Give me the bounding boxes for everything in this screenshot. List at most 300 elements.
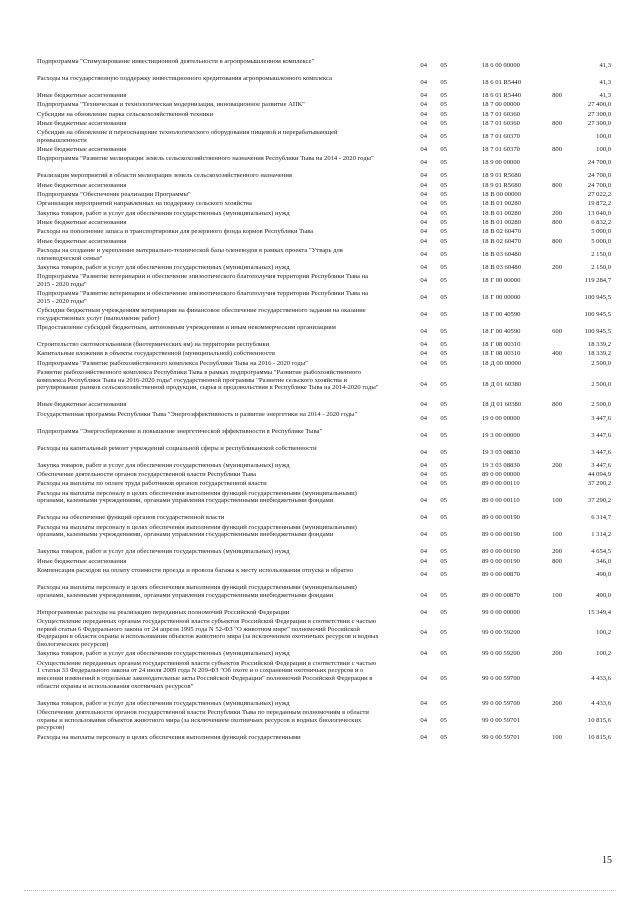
amount: 4 433,6: [591, 699, 611, 707]
target-article-code: 18 6 01 R5440: [482, 92, 522, 99]
row-description: Государственная программа Республики Тыва "Энергоэффективность и развитие энергетики на 2014 - 2020 годы": [37, 410, 358, 418]
section-code: 04: [420, 591, 427, 599]
amount: 4 654,5: [591, 548, 611, 556]
expense-type-code: 800: [552, 92, 562, 99]
target-article-code: 89 0 00 00190: [482, 548, 520, 556]
amount: 24 700,0: [587, 172, 611, 180]
section-code: 04: [420, 480, 427, 488]
row-description: Закупка товаров, работ и услуг для обеспечения государственных (муниципальных) нужд: [37, 461, 290, 469]
row-description: Реализация мероприятий в области мелиорации земель сельскохозяйственного назначения: [37, 172, 292, 180]
target-article-code: 89 0 00 00190: [482, 531, 520, 539]
section-code: 04: [420, 699, 427, 707]
subsection-code: 05: [440, 431, 447, 439]
amount: 27 300,0: [587, 119, 611, 127]
table-row: [37, 264, 612, 273]
target-article-code: 18 Г 08 00310: [482, 350, 521, 358]
amount: 10 815,6: [587, 733, 611, 741]
amount: 18 339,2: [587, 341, 611, 349]
row-description: Расходы на капитальный ремонт учреждений социальной сферы и республиканской собственности: [37, 444, 317, 452]
section-code: 04: [420, 350, 427, 358]
section-code: 04: [420, 733, 427, 741]
amount: 1 314,2: [591, 531, 611, 539]
row-description: Подпрограмма "Стимулирование инвестиционной деятельности в агропромышленном комплексе": [37, 58, 315, 65]
section-code: 04: [420, 359, 427, 367]
table-row: [37, 219, 612, 228]
table-row: [37, 200, 612, 209]
row-description: Обеспечение деятельности органов государственной власти Республики Тыва: [37, 471, 257, 479]
section-code: 04: [420, 414, 427, 422]
section-code: 04: [420, 101, 427, 109]
section-code: 04: [420, 461, 427, 469]
section-code: 04: [420, 146, 427, 154]
subsection-code: 05: [440, 650, 447, 658]
table-row: [37, 411, 612, 428]
amount: 3 447,6: [591, 461, 611, 469]
subsection-code: 05: [440, 250, 447, 258]
section-code: 04: [420, 716, 427, 724]
row-description: Расходы на выплаты персоналу в целях обеспечения выполнения функций государственными (муниципальными) органами, казенными учреждениями, органами управления государственными внебюджетными фондами: [37, 489, 357, 505]
target-article-code: 19 0 00 00000: [482, 414, 520, 422]
table-row: [37, 445, 612, 462]
expense-type-code: 800: [552, 119, 562, 127]
page-bottom-edge: [24, 890, 616, 892]
target-article-code: 18 7 00 00000: [482, 101, 520, 109]
row-description: Расходы на пополнение запаса и транспортировки для резервного фонда кормов Республики Тыва: [37, 228, 314, 236]
row-description: Закупка товаров, работ и услуг для обеспечения государственных (муниципальных) нужд: [37, 263, 290, 271]
row-description: Расходы на выплаты персоналу в целях обеспечения выполнения функций государственными (муниципальными) органами, казенными учреждениями, органами управления государственными внебюджетными фондами: [37, 523, 357, 539]
subsection-code: 05: [440, 133, 447, 141]
target-article-code: 99 0 00 59700: [482, 699, 520, 707]
row-description: Компенсация расходов на оплату стоимости проезда и провоза багажа к месту использования отпуска и обратно: [37, 566, 354, 574]
section-code: 04: [420, 311, 427, 318]
section-code: 04: [420, 471, 427, 479]
amount: 27 022,2: [587, 191, 611, 199]
section-code: 04: [420, 277, 427, 284]
row-description: Подпрограмма "Техническая и технологическая модернизация, инновационное развитие АПК": [37, 101, 305, 109]
target-article-code: 89 0 00 00110: [482, 497, 520, 505]
target-article-code: 19 3 00 00000: [482, 431, 520, 439]
amount: 100,0: [596, 133, 611, 141]
table-row: [37, 307, 612, 324]
amount: 6 314,7: [591, 514, 611, 522]
subsection-code: 05: [440, 237, 447, 245]
target-article-code: 18 В 03 60480: [482, 263, 522, 271]
row-description: Капитальные вложения в объекты государственной (муниципальной) собственности: [37, 350, 275, 358]
amount: 2 500,0: [591, 401, 611, 409]
amount: 24 700,0: [587, 159, 611, 167]
row-description: Осуществление переданных органам государственной власти субъектов Российской Федерации в соответствии с частью первой статьи 6 Федерального закона от 24 апреля 1995 года N 52-ФЗ "О животном мире" полномочий Российской Федерации в области охраны и использования объектов животного мира (за исключением охотничьих ресурсов и водных биологических ресурсов): [37, 617, 379, 648]
row-description: Расходы на государственную поддержку инвестиционного кредитования агропромышленного комплекса: [37, 75, 332, 82]
expense-type-code: 200: [552, 650, 562, 658]
expense-type-code: 800: [552, 237, 562, 245]
row-description: Иные бюджетные ассигнования: [37, 119, 127, 127]
amount: 41,3: [599, 78, 611, 86]
table-row: [37, 548, 612, 557]
amount: 24 700,0: [587, 181, 611, 189]
subsection-code: 05: [440, 110, 447, 118]
row-description: Субсидии на обновление и переоснащение технологического оборудования пищевой и перерабатывающей промышленности: [37, 129, 338, 144]
section-code: 04: [420, 159, 427, 167]
table-row: [37, 369, 612, 401]
section-code: 04: [420, 228, 427, 236]
section-code: 04: [420, 448, 427, 456]
subsection-code: 05: [440, 591, 447, 599]
row-description: Закупка товаров, работ и услуг для обеспечения государственных (муниципальных) нужд: [37, 209, 290, 217]
table-row: [37, 709, 612, 734]
amount: 10 815,6: [587, 716, 611, 724]
subsection-code: 05: [440, 629, 447, 637]
table-row: [37, 273, 612, 290]
expense-type-code: 200: [552, 209, 562, 217]
expense-type-code: 800: [552, 401, 562, 409]
subsection-code: 05: [440, 119, 447, 127]
section-code: 04: [420, 650, 427, 658]
amount: 6 832,2: [591, 218, 611, 226]
row-description: Субсидии бюджетным учреждениям ветеринарии на финансовое обеспечение государственного задания на оказание государственных услуг (выполнение работ): [37, 307, 366, 322]
row-description: Подпрограмма "Обеспечение реализации Программы": [37, 191, 191, 199]
expense-type-code: 200: [552, 548, 562, 556]
table-row: [37, 92, 612, 101]
target-article-code: 18 9 00 00000: [482, 159, 520, 167]
subsection-code: 05: [440, 92, 447, 99]
amount: 100 945,5: [584, 294, 611, 301]
amount: 490,0: [596, 570, 611, 578]
target-article-code: 18 9 01 R5680: [482, 181, 522, 189]
row-description: Обеспечение деятельности органов государственной власти Республики Тыва по переданным полномочиям в области охраны и использования объектов животного мира (за исключением охотничьих ресурсов и водных биологических ресурсов): [37, 708, 369, 732]
row-description: Закупка товаров, работ и услуг для обеспечения государственных (муниципальных) нужд: [37, 699, 290, 707]
section-code: 04: [420, 431, 427, 439]
row-description: Подпрограмма "Энергосбережение и повышение энергетической эффективности в Республике Тыва": [37, 427, 323, 435]
amount: 18 339,2: [587, 350, 611, 358]
subsection-code: 05: [440, 228, 447, 236]
amount: 100,2: [596, 629, 611, 637]
target-article-code: 99 0 00 00000: [482, 608, 520, 616]
subsection-code: 05: [440, 497, 447, 505]
row-description: Подпрограмма "Развитие мелиорации земель сельскохозяйственного назначения Республики Тыва на 2014 - 2020 годы": [37, 155, 374, 163]
subsection-code: 05: [440, 172, 447, 180]
row-description: Предоставление субсидий бюджетным, автономным учреждениям и иным некоммерческим организациям: [37, 324, 336, 332]
subsection-code: 05: [440, 209, 447, 217]
row-description: Осуществление переданных органам государственной власти субъектов Российской Федерации в соответствии с частью 1 статьи 33 Федерального закона от 24 июля 2009 года N 209-ФЗ "Об охоте и о сохранении охотничьих ресурсов и о внесении изменений в отдельные законодательные акты Российской Федерации" полномочий Российской Федерации в области охраны и использования охотничьих ресурсов": [37, 659, 377, 690]
section-code: 04: [420, 531, 427, 539]
amount: 15 349,4: [587, 608, 611, 616]
amount: 27 300,0: [587, 110, 611, 118]
row-description: Расходы на выплаты персоналу в целях обеспечения выполнения функций государственными: [37, 733, 301, 741]
subsection-code: 05: [440, 471, 447, 479]
row-description: Строительство скотомогильников (биотермических ям) на территории республики: [37, 341, 270, 349]
expense-type-code: 100: [552, 591, 562, 599]
target-article-code: 89 0 00 00110: [482, 480, 520, 488]
row-description: Подпрограмма "Развитие ветеринарии и обеспечение эпизоотического благополучия территории Республики Тыва на 2015 - 2020 годы": [37, 290, 369, 305]
subsection-code: 05: [440, 294, 447, 301]
expense-type-code: 600: [552, 328, 562, 335]
subsection-code: 05: [440, 401, 447, 409]
table-row: [37, 660, 612, 700]
expense-type-code: 200: [552, 461, 562, 469]
section-code: 04: [420, 570, 427, 578]
row-description: Иные бюджетные ассигнования: [37, 181, 127, 189]
table-row: [37, 584, 612, 609]
target-article-code: 18 В 01 00280: [482, 218, 522, 226]
row-description: Расходы на выплаты по оплате труда работников органов государственной власти: [37, 480, 267, 488]
section-code: 04: [420, 61, 427, 69]
amount: 100,0: [596, 146, 611, 154]
section-code: 04: [420, 92, 427, 99]
table-row: [37, 120, 612, 129]
page-number: 15: [602, 855, 612, 866]
subsection-code: 05: [440, 414, 447, 422]
row-description: Иные бюджетные ассигнования: [37, 401, 127, 409]
table-row: [37, 558, 612, 567]
target-article-code: 99 0 00 59701: [482, 716, 520, 724]
subsection-code: 05: [440, 159, 447, 167]
expense-type-code: 800: [552, 146, 562, 154]
amount: 27 400,0: [587, 101, 611, 109]
amount: 490,0: [596, 591, 611, 599]
target-article-code: 89 0 00 00870: [482, 570, 520, 578]
row-description: Подпрограмма "Развитие рыбохозяйственного комплекса Республики Тыва на 2016 - 2020 годы": [37, 359, 308, 367]
table-row: [37, 290, 612, 307]
table-row: [37, 172, 612, 181]
target-article-code: 18 Г 08 00310: [482, 341, 521, 349]
target-article-code: 18 7 01 60360: [482, 119, 520, 127]
target-article-code: 89 0 00 00190: [482, 557, 520, 565]
subsection-code: 05: [440, 733, 447, 741]
section-code: 04: [420, 181, 427, 189]
section-code: 04: [420, 497, 427, 505]
subsection-code: 05: [440, 200, 447, 208]
section-code: 04: [420, 514, 427, 522]
subsection-code: 05: [440, 699, 447, 707]
row-description: Иные бюджетные ассигнования: [37, 557, 127, 565]
subsection-code: 05: [440, 328, 447, 335]
table-row: [37, 146, 612, 155]
table-row: [37, 401, 612, 410]
target-article-code: 18 В 00 00000: [482, 191, 522, 199]
target-article-code: 19 3 03 08830: [482, 461, 520, 469]
table-row: [37, 155, 612, 172]
row-description: Развитие рыбохозяйственного комплекса Республики Тыва в рамках подпрограммы "Развитие рыбохозяйственного комплекса Республики Тыва на 2016-2020 годы" государственной программы "Развитие сельского хозяйства и регулирование рынков сельскохозяйственной продукции, сырья и продовольствия в Республике Тыва на 2014-2020 годы": [37, 369, 379, 392]
table-row: [37, 182, 612, 191]
table-row: [37, 350, 612, 359]
row-description: Закупка товаров, работ и услуг для обеспечения государственных (муниципальных) нужд: [37, 548, 290, 556]
target-article-code: 99 0 00 59701: [482, 733, 520, 741]
section-code: 04: [420, 209, 427, 217]
row-description: Субсидии на обновление парка сельскохозяйственной техники: [37, 110, 214, 118]
amount: 3 447,6: [591, 448, 611, 456]
target-article-code: 18 9 01 R5680: [482, 172, 522, 180]
subsection-code: 05: [440, 531, 447, 539]
target-article-code: 18 Д 00 00000: [482, 359, 522, 367]
subsection-code: 05: [440, 608, 447, 616]
row-description: Иные бюджетные ассигнования: [37, 146, 127, 154]
row-description: Иные бюджетные ассигнования: [37, 237, 127, 245]
target-article-code: 89 0 00 00000: [482, 471, 520, 479]
target-article-code: 18 В 03 60480: [482, 250, 522, 258]
row-description: Организация мероприятий направленных на поддержку сельского хозяйства: [37, 200, 252, 208]
row-description: Расходы на выплаты персоналу в целях обеспечения выполнения функций государственными (муниципальными) органами, казенными учреждениями, органами управления государственными внебюджетными фондами: [37, 583, 357, 599]
expense-type-code: 400: [552, 350, 562, 358]
row-description: Иные бюджетные ассигнования: [37, 92, 127, 99]
expense-type-code: 200: [552, 263, 562, 271]
section-code: 04: [420, 191, 427, 199]
subsection-code: 05: [440, 380, 447, 388]
table-row: [37, 514, 612, 523]
amount: 2 500,0: [591, 359, 611, 367]
section-code: 04: [420, 548, 427, 556]
expense-type-code: 100: [552, 733, 562, 741]
amount: 119 284,7: [584, 277, 611, 284]
row-description: Расходы на обеспечение функций органов государственной власти: [37, 514, 225, 522]
target-article-code: 99 0 00 59200: [482, 629, 520, 637]
target-article-code: 18 В 02 60470: [482, 228, 522, 236]
expense-type-code: 100: [552, 497, 562, 505]
table-row: [37, 700, 612, 709]
subsection-code: 05: [440, 146, 447, 154]
section-code: 04: [420, 110, 427, 118]
section-code: 04: [420, 401, 427, 409]
target-article-code: 18 Г 00 00000: [482, 277, 521, 284]
table-row: [37, 567, 612, 584]
table-row: [37, 210, 612, 219]
subsection-code: 05: [440, 548, 447, 556]
table-row: [37, 490, 612, 515]
table-row: [37, 238, 612, 247]
section-code: 04: [420, 263, 427, 271]
table-row: [37, 734, 612, 743]
expense-type-code: 800: [552, 181, 562, 189]
section-code: 04: [420, 200, 427, 208]
section-code: 04: [420, 250, 427, 258]
subsection-code: 05: [440, 570, 447, 578]
amount: 37 290,2: [587, 480, 611, 488]
subsection-code: 05: [440, 101, 447, 109]
target-article-code: 89 0 00 00870: [482, 591, 520, 599]
subsection-code: 05: [440, 263, 447, 271]
subsection-code: 05: [440, 218, 447, 226]
target-article-code: 18 В 01 00280: [482, 200, 522, 208]
amount: 100 945,5: [584, 328, 611, 335]
table-row: [37, 341, 612, 350]
subsection-code: 05: [440, 461, 447, 469]
amount: 37 290,2: [587, 497, 611, 505]
section-code: 04: [420, 328, 427, 335]
target-article-code: 99 0 00 59200: [482, 650, 520, 658]
target-article-code: 18 Г 00 40590: [482, 328, 521, 335]
subsection-code: 05: [440, 191, 447, 199]
target-article-code: 19 3 03 08830: [482, 448, 520, 456]
target-article-code: 18 Д 01 60380: [482, 401, 522, 409]
section-code: 04: [420, 674, 427, 682]
row-description: Расходы на создание и укрепление материально-технической базы оленеводов в рамках проекта "Утварь для оленеводческой семьи": [37, 246, 343, 262]
target-article-code: 18 Д 01 60380: [482, 380, 522, 388]
target-article-code: 18 7 01 60360: [482, 110, 520, 118]
table-row: [37, 650, 612, 659]
row-description: Непрограммные расходы на реализацию переданных полномочий Российской Федерации: [37, 608, 290, 616]
row-description: Иные бюджетные ассигнования: [37, 218, 127, 226]
table-row: [37, 428, 612, 445]
subsection-code: 05: [440, 341, 447, 349]
section-code: 04: [420, 294, 427, 301]
table-row: [37, 360, 612, 369]
section-code: 04: [420, 341, 427, 349]
section-code: 04: [420, 218, 427, 226]
subsection-code: 05: [440, 359, 447, 367]
target-article-code: 18 7 01 60370: [482, 133, 520, 141]
table-row: [37, 247, 612, 264]
subsection-code: 05: [440, 716, 447, 724]
target-article-code: 18 Г 00 00000: [482, 294, 521, 301]
amount: 5 000,0: [591, 237, 611, 245]
target-article-code: 89 0 00 00190: [482, 514, 520, 522]
amount: 41,3: [599, 61, 611, 69]
amount: 2 150,0: [591, 263, 611, 271]
table-row: [37, 480, 612, 489]
target-article-code: 18 В 01 00280: [482, 209, 522, 217]
subsection-code: 05: [440, 61, 447, 69]
amount: 5 000,0: [591, 228, 611, 236]
subsection-code: 05: [440, 181, 447, 189]
row-description: Закупка товаров, работ и услуг для обеспечения государственных (муниципальных) нужд: [37, 650, 290, 658]
table-row: [37, 75, 612, 92]
amount: 2 500,0: [591, 380, 611, 388]
table-row: [37, 618, 612, 650]
subsection-code: 05: [440, 350, 447, 358]
expense-type-code: 800: [552, 218, 562, 226]
amount: 3 447,6: [591, 414, 611, 422]
amount: 100 945,5: [584, 311, 611, 318]
section-code: 04: [420, 380, 427, 388]
amount: 100,2: [596, 650, 611, 658]
budget-table: [37, 58, 612, 743]
expense-type-code: 200: [552, 699, 562, 707]
amount: 44 094,9: [587, 471, 611, 479]
target-article-code: 18 Г 00 40590: [482, 311, 521, 318]
target-article-code: 18 6 00 00000: [482, 61, 520, 69]
subsection-code: 05: [440, 448, 447, 456]
subsection-code: 05: [440, 78, 447, 86]
expense-type-code: 800: [552, 557, 562, 565]
section-code: 04: [420, 78, 427, 86]
table-row: [37, 471, 612, 480]
target-article-code: 99 0 00 59700: [482, 674, 520, 682]
table-row: [37, 191, 612, 200]
table-row: [37, 111, 612, 120]
amount: 19 872,2: [587, 200, 611, 208]
subsection-code: 05: [440, 514, 447, 522]
target-article-code: 18 6 01 R5440: [482, 78, 522, 86]
amount: 13 040,0: [587, 209, 611, 217]
target-article-code: 18 7 01 60370: [482, 146, 520, 154]
section-code: 04: [420, 629, 427, 637]
table-row: [37, 58, 612, 75]
table-row: [37, 101, 612, 110]
subsection-code: 05: [440, 277, 447, 284]
table-row: [37, 129, 612, 146]
subsection-code: 05: [440, 311, 447, 318]
table-row: [37, 609, 612, 618]
section-code: 04: [420, 172, 427, 180]
section-code: 04: [420, 237, 427, 245]
row-description: Подпрограмма "Развитие ветеринарии и обеспечение эпизоотического благополучия территории Республики Тыва на 2015 - 2020 годы": [37, 273, 369, 288]
section-code: 04: [420, 133, 427, 141]
table-row: [37, 228, 612, 237]
section-code: 04: [420, 119, 427, 127]
table-row: [37, 324, 612, 341]
subsection-code: 05: [440, 480, 447, 488]
amount: 4 433,6: [591, 674, 611, 682]
section-code: 04: [420, 608, 427, 616]
